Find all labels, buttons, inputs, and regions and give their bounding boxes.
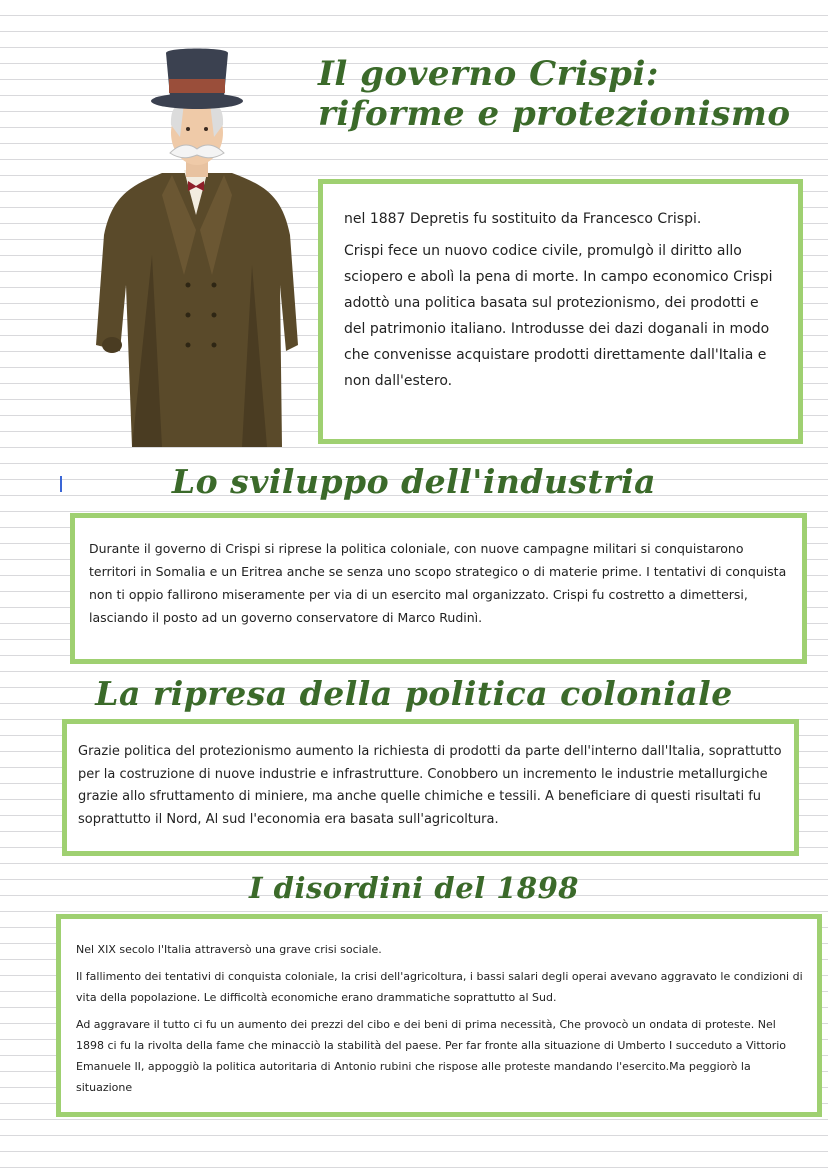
page-title-line-1: Il governo Crispi: <box>318 54 659 94</box>
disorders-intro: Nel XIX secolo l'Italia attraversò una grave crisi sociale. <box>76 943 382 956</box>
crispi-reforms-box <box>318 179 803 444</box>
industry-box <box>70 513 807 664</box>
section-title-colonial: La ripresa della politica coloniale <box>95 674 733 713</box>
crispi-reforms-text: Crispi fece un nuovo codice civile, promulgò il diritto allo sciopero e abolì la pena di morte. In campo economico Crispi adottò una politica basata sul protezionismo, dei prodotti e del patrimonio italiano. Introdusse dei dazi doganali in modo che convenisse acquistare prodotti direttamente dall'Italia e non dall'estero. <box>344 243 773 389</box>
section-title-industry: Lo sviluppo dell'industria <box>171 462 657 501</box>
disorders-box <box>56 914 822 1117</box>
portrait-illustration <box>92 45 300 447</box>
industry-text: Durante il governo di Crispi si riprese la politica coloniale, con nuove campagne militari si conquistarono territori in Somalia e un Eritrea anche se senza uno scopo strategico o di materie prime. I tentativi di conquista non ti oppio fallirono miseramente per via di un esercito mal organizzato. Crispi fu costretto a dimettersi, lasciando il posto ad un governo conservatore di Marco Rudinì. <box>89 541 787 625</box>
colonial-box <box>62 719 799 856</box>
colonial-text: Grazie politica del protezionismo aumento la richiesta di prodotti da parte dell'interno dall'Italia, soprattutto per la costruzione di nuove industrie e infrastrutture. Conobbero un incremento le industrie metallurgiche grazie allo sfruttamento di miniere, ma anche quelle chimiche e tessili. A beneficiare di questi risultati fu soprattutto il Nord, Al sud l'economia era basata sull'agricoltura. <box>78 744 782 827</box>
section-title-disorders: I disordini del 1898 <box>249 871 579 905</box>
page-title-line-2: riforme e protezionismo <box>318 94 791 134</box>
disorders-causes: Il fallimento dei tentativi di conquista coloniale, la crisi dell'agricoltura, i bassi salari degli operai avevano aggravato le condizioni di vita della popolazione. Le difficoltà economiche erano drammatiche soprattutto al Sud. <box>76 970 803 1004</box>
crispi-reforms-intro: nel 1887 Depretis fu sostituito da Francesco Crispi. <box>344 211 702 227</box>
page-title <box>318 54 791 134</box>
disorders-events: Ad aggravare il tutto ci fu un aumento dei prezzi del cibo e dei beni di prima necessità, Che provocò un ondata di proteste. Nel 1898 ci fu la rivolta della fame che minacciò la stabilità del paese. Per far fronte alla situazione di Umberto I succeduto a Vittorio Emanuele II, appoggiò la politica autoritaria di Antonio rubini che rispose alle proteste mandando l'esercito.Ma peggiorò la situazione <box>76 1018 786 1094</box>
